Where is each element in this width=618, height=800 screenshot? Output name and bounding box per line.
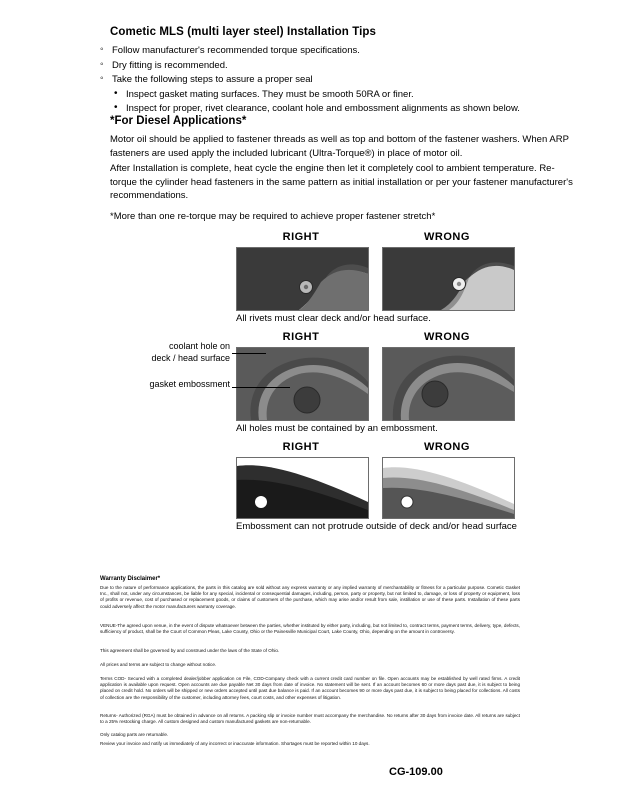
figure-3-caption: Embossment can not protrude outside of deck and/or head surface [236, 521, 517, 532]
list-item: ◦ Dry fitting is recommended. [100, 59, 580, 74]
annotation-line-1: coolant hole on [168, 341, 230, 351]
figure-3-right-image [236, 457, 369, 519]
figure-2-right-image [236, 347, 369, 421]
diesel-applications-heading: *For Diesel Applications* [110, 115, 247, 127]
diesel-paragraph-1: Motor oil should be applied to fastener threads as well as top and bottom of the fastener washers. When ARP fasteners are used apply the included lubricant (Ultra-Torque®) in place of motor oil. [110, 134, 569, 159]
page-title: Cometic MLS (multi layer steel) Installation Tips [110, 26, 377, 38]
figure-3-right-label: RIGHT [282, 441, 320, 453]
figure-1-right-image [236, 247, 369, 311]
figure-2-wrong-image [382, 347, 515, 421]
list-item: • Inspect for proper, rivet clearance, coolant hole and embossment alignments as shown below. [100, 102, 580, 117]
leader-line-embossment [232, 387, 290, 388]
figure-2-wrong-label: WRONG [424, 331, 470, 343]
warranty-paragraph-2: VENUE-The agreed upon venue, in the event of dispute whatsoever between the parties, whether instituted by either party, including, but not limited to, contract terms, payment terms, delivery, type, defects, sufficiency of product, shall be the Court of Common Pleas, Lake County, Ohio or the Painesville Municipal Court, Lake County, Ohio, depending on the amount in controversy. [100, 623, 520, 635]
warranty-paragraph-5: Terms COD- Secured with a completed dealer/jobber application on File, COD-Company check with a current credit card number on file. Open accounts may be established by well rated firms. A credit application is available upon request. Open accounts are due payable Net 30 days from date of invoice. No statement will be sent. If an account becomes 60 or more days past due, it is subject to being placed on credit hold. No orders will be shipped or new orders accepted until past due balance is paid. If an account becomes 90 or more days past due, it is subject to being placed for collections. All costs of collection are the responsibility of the customer, including attorney fees, court costs, and other expenses of litigation. [100, 676, 520, 700]
figure-2-caption: All holes must be contained by an embossment. [236, 423, 438, 434]
figure-2-right-label: RIGHT [282, 331, 320, 343]
annotation-line-2: deck / head surface [151, 353, 230, 363]
list-item: ◦ Take the following steps to assure a proper seal [100, 73, 580, 88]
warranty-paragraph-6: Returns- Authorized (RGA) must be obtained in advance on all returns. A packing slip or invoice number must accompany the merchandise. No returns after 30 days from invoice date. All returns are subject to a 25% restocking charge. All custom designed and custom manufactured gaskets are non-returnable. [100, 713, 520, 725]
warranty-paragraph-3: This agreement shall be governed by and construed under the laws of the State of Ohio. [100, 648, 280, 653]
warranty-paragraph-1: Due to the nature of performance applications, the parts in this catalog are sold without any express warranty or any implied warranty of merchantability or fitness for a particular purpose. Cometic Gasket Inc., shall not, under any circumstances, be liable for any special, incidental or consequential damages, including, person, party or property, but not limited to, damage, or loss of property or equipment, loss of profits or revenue, cost of purchased or replacement goods, or claims of customers of the purchase, which may arise and/or result from sale, instillation or use of these parts. Installation of these parts could adversely affect the motor manufacturers warranty coverage. [100, 585, 520, 609]
figure-1-caption: All rivets must clear deck and/or head surface. [236, 313, 431, 324]
figure-3-wrong-label: WRONG [424, 441, 470, 453]
leader-line-coolant [232, 353, 266, 354]
installation-tips-list [100, 44, 580, 117]
warranty-paragraph-4: All prices and terms are subject to change without notice. [100, 662, 217, 667]
annotation-line-3: gasket embossment [149, 379, 230, 389]
annotation-gasket-embossment [110, 378, 230, 390]
diesel-paragraph-3: *More than one re-torque may be required to achieve proper fastener stretch* [110, 211, 436, 222]
list-item: ◦ Follow manufacturer's recommended torque specifications. [100, 44, 580, 59]
warranty-paragraph-8: Review your invoice and notify us immediately of any incorrect or inaccurate information. Shortages must be reported within 10 days. [100, 741, 370, 746]
figure-1-wrong-label: WRONG [424, 231, 470, 243]
figure-1-wrong-image [382, 247, 515, 311]
list-item: • Inspect gasket mating surfaces. They must be smooth 50RA or finer. [100, 88, 580, 103]
figure-3-wrong-image [382, 457, 515, 519]
annotation-coolant-hole [120, 340, 230, 364]
document-number: CG-109.00 [389, 766, 443, 778]
warranty-title: Warranty Disclaimer* [100, 576, 161, 582]
warranty-paragraph-7: Only catalog parts are returnable. [100, 732, 169, 737]
diesel-paragraph-2: After Installation is complete, heat cycle the engine then let it completely cool to ambient temperature. Re-torque the cylinder head fasteners in the same pattern as initial installation or per your fastener manufacturer's recommendations. [110, 163, 573, 201]
figure-1-right-label: RIGHT [282, 231, 320, 243]
